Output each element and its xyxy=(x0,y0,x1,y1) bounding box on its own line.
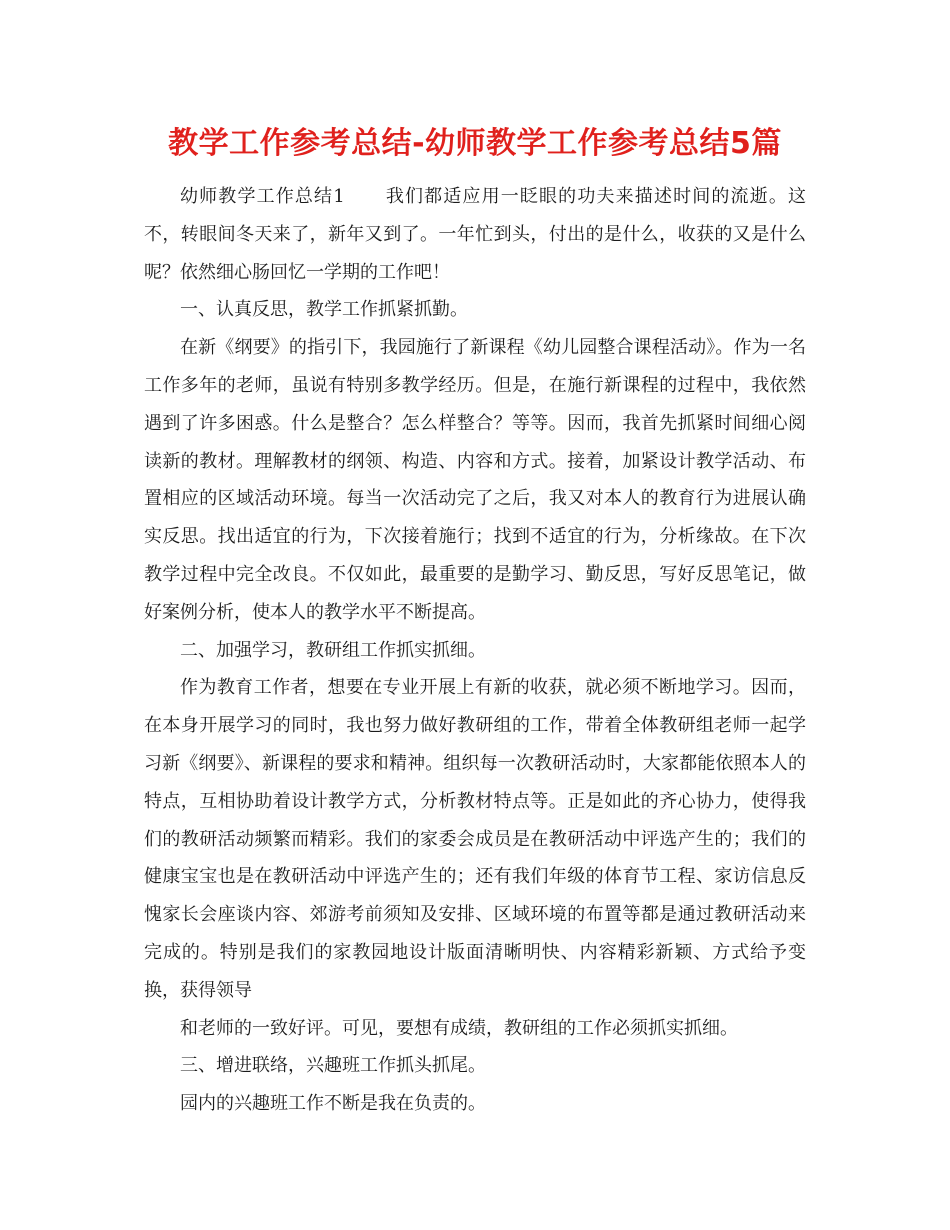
body-paragraph-2: 作为教育工作者，想要在专业开展上有新的收获，就必须不断地学习。因而，在本身开展学习的同时，我也努力做好教研组的工作，带着全体教研组老师一起学习新《纲要》、新课程的要求和精神。组织每一次教研活动时，大家都能依照本人的特点，互相协助着设计教学方式，分析教材特点等。正是如此的齐心协力，使得我们的教研活动频繁而精彩。我们的家委会成员是在教研活动中评选产生的；我们的健康宝宝也是在教研活动中评选产生的；还有我们年级的体育节工程、家访信息反愧家长会座谈内容、郊游考前须知及安排、区域环境的布置等都是通过教研活动来完成的。特别是我们的家教园地设计版面清晰明快、内容精彩新颖、方式给予变换，获得领导 xyxy=(144,677,806,1001)
body-paragraph-4: 园内的兴趣班工作不断是我在负责的。 xyxy=(180,1093,486,1115)
document-page xyxy=(144,118,806,1123)
intro-paragraph xyxy=(144,178,806,291)
section-heading-2: 二、加强学习，教研组工作抓实抓细。 xyxy=(180,639,486,661)
intro-label: 幼师教学工作总结1 xyxy=(180,186,345,207)
document-title: 教学工作参考总结-幼师教学工作参考总结5篇 xyxy=(168,126,782,161)
section-heading-1: 一、认真反思，教学工作抓紧抓勤。 xyxy=(180,299,468,321)
body-paragraph-1: 在新《纲要》的指引下，我园施行了新课程《幼儿园整合课程活动》。作为一名工作多年的老师，虽说有特别多教学经历。但是，在施行新课程的过程中，我依然遇到了许多困惑。什么是整合？怎么样整合？等等。因而，我首先抓紧时间细心阅读新的教材。理解教材的纲领、构造、内容和方式。接着，加紧设计教学活动、布置相应的区域活动环境。每当一次活动完了之后，我又对本人的教育行为进展认确实反思。找出适宜的行为，下次接着施行；找到不适宜的行为，分析缘故。在下次教学过程中完全改良。不仅如此，最重要的是勤学习、勤反思，写好反思笔记，做好案例分析，使本人的教学水平不断提高。 xyxy=(144,337,806,623)
body-paragraph-3: 和老师的一致好评。可见，要想有成绩，教研组的工作必须抓实抓细。 xyxy=(180,1017,738,1039)
section-heading-3: 三、增进联络，兴趣班工作抓头抓尾。 xyxy=(180,1055,486,1077)
intro-text: 我们都适应用一眨眼的功夫来描述时间的流逝。这不，转眼间冬天来了，新年又到了。一年忙到头，付出的是什么，收获的又是什么呢？依然细心肠回忆一学期的工作吧！ xyxy=(144,186,807,283)
